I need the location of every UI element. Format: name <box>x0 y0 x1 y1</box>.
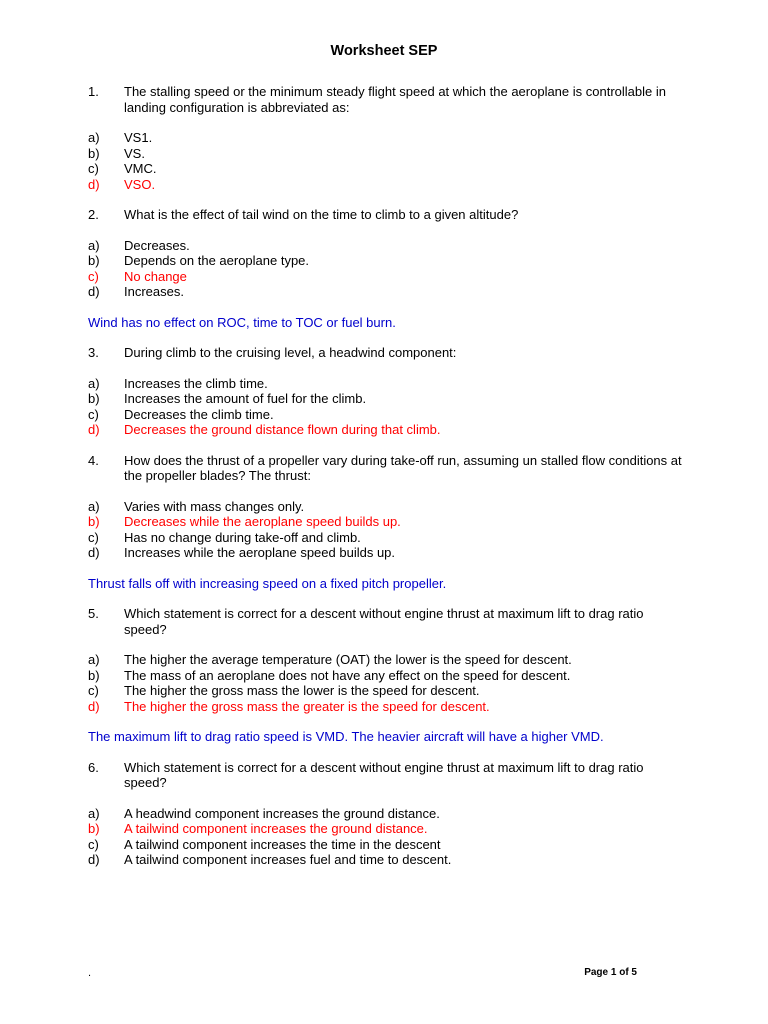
option-letter: a) <box>88 375 100 391</box>
option-text: Increases the climb time. <box>124 375 268 391</box>
option-letter: c) <box>88 529 99 545</box>
question-row <box>88 760 688 791</box>
question-text: Which statement is correct for a descent without engine thrust at maximum lift to drag ratio speed? <box>124 606 644 637</box>
explanation-note: Thrust falls off with increasing speed on a fixed pitch propeller. <box>88 575 447 591</box>
question-block <box>88 760 688 868</box>
answer-option <box>88 652 688 668</box>
answer-options <box>88 238 688 300</box>
option-text: VMC. <box>124 161 157 176</box>
answer-option <box>88 668 688 684</box>
question-text: The stalling speed or the minimum steady flight speed at which the aeroplane is controllable in landing configuration is abbreviated as: <box>124 84 666 115</box>
correct-answer-option <box>88 269 688 285</box>
option-text: A tailwind component increases the ground distance. <box>124 821 428 836</box>
option-letter: d) <box>88 422 100 437</box>
answer-option <box>88 238 688 254</box>
answer-option <box>88 806 688 822</box>
option-text: Decreases. <box>124 237 190 253</box>
answer-option <box>88 837 688 853</box>
option-letter: c) <box>88 161 99 176</box>
explanation-note: Wind has no effect on ROC, time to TOC or fuel burn. <box>88 314 396 330</box>
option-text: Increases. <box>124 284 184 299</box>
option-text: A headwind component increases the ground distance. <box>124 805 440 821</box>
answer-option <box>88 852 688 868</box>
question-text: During climb to the cruising level, a headwind component: <box>124 345 457 360</box>
page-number: Page 1 of 5 <box>584 967 637 978</box>
answer-option <box>88 130 688 146</box>
answer-option <box>88 284 688 300</box>
explanation-note: The maximum lift to drag ratio speed is VMD. The heavier aircraft will have a higher VMD. <box>88 729 604 744</box>
option-text: A tailwind component increases fuel and time to descent. <box>124 852 452 867</box>
option-letter: d) <box>88 545 100 560</box>
correct-answer-option <box>88 514 688 530</box>
answer-options <box>88 376 688 438</box>
option-text: The higher the gross mass the greater is the speed for descent. <box>124 698 490 714</box>
option-letter: d) <box>88 852 100 867</box>
option-letter: a) <box>88 498 100 514</box>
option-text: Decreases the climb time. <box>124 406 274 422</box>
question-row <box>88 207 688 223</box>
question-row <box>88 84 688 115</box>
answer-options <box>88 806 688 868</box>
question-row <box>88 606 688 637</box>
question-block <box>88 207 688 300</box>
question-block <box>88 453 688 561</box>
answer-option <box>88 146 688 162</box>
option-letter: b) <box>88 391 100 406</box>
answer-option <box>88 376 688 392</box>
option-text: No change <box>124 268 187 284</box>
question-number: 6. <box>88 759 99 775</box>
option-letter: a) <box>88 805 100 821</box>
question-text: How does the thrust of a propeller vary during take-off run, assuming un stalled flow conditions at the propeller blades? The thrust: <box>124 452 682 483</box>
option-letter: c) <box>88 683 99 698</box>
answer-options <box>88 499 688 561</box>
option-text: The higher the gross mass the lower is the speed for descent. <box>124 683 480 698</box>
question-number: 1. <box>88 84 99 99</box>
question-block <box>88 606 688 714</box>
answer-options <box>88 130 688 192</box>
answer-option <box>88 253 688 269</box>
question-number: 4. <box>88 452 99 468</box>
option-letter: c) <box>88 406 99 422</box>
question-row <box>88 453 688 484</box>
option-letter: a) <box>88 652 100 667</box>
question-number: 3. <box>88 345 99 360</box>
question-text: Which statement is correct for a descent without engine thrust at maximum lift to drag ratio speed? <box>124 759 644 790</box>
option-letter: b) <box>88 253 100 268</box>
question-text: What is the effect of tail wind on the time to climb to a given altitude? <box>124 207 519 222</box>
answer-option <box>88 499 688 515</box>
option-text: A tailwind component increases the time in the descent <box>124 836 441 852</box>
correct-answer-option <box>88 821 688 837</box>
answer-option <box>88 545 688 561</box>
option-letter: b) <box>88 821 100 836</box>
option-text: Decreases the ground distance flown during that climb. <box>124 422 441 437</box>
question-number: 2. <box>88 207 99 222</box>
option-text: The mass of an aeroplane does not have any effect on the speed for descent. <box>124 667 571 683</box>
answer-option <box>88 391 688 407</box>
option-text: VS. <box>124 145 145 161</box>
option-letter: d) <box>88 176 100 192</box>
option-letter: b) <box>88 514 100 529</box>
option-text: The higher the average temperature (OAT) the lower is the speed for descent. <box>124 652 572 667</box>
option-letter: c) <box>88 836 99 852</box>
correct-answer-option <box>88 177 688 193</box>
answer-options <box>88 652 688 714</box>
option-text: VS1. <box>124 130 153 145</box>
question-number: 5. <box>88 606 99 621</box>
option-text: Decreases while the aeroplane speed builds up. <box>124 514 401 529</box>
correct-answer-option <box>88 699 688 715</box>
page-title: Worksheet SEP <box>330 43 438 59</box>
option-letter: c) <box>88 268 99 284</box>
answer-option <box>88 407 688 423</box>
answer-option <box>88 161 688 177</box>
option-text: Depends on the aeroplane type. <box>124 253 310 268</box>
correct-answer-option <box>88 422 688 438</box>
option-letter: a) <box>88 237 100 253</box>
option-letter: b) <box>88 667 100 683</box>
option-letter: d) <box>88 284 100 299</box>
option-letter: b) <box>88 145 100 161</box>
option-text: Has no change during take-off and climb. <box>124 529 361 545</box>
answer-option <box>88 530 688 546</box>
footer-mark: . <box>88 967 92 979</box>
option-letter: a) <box>88 130 100 145</box>
answer-option <box>88 683 688 699</box>
question-block <box>88 345 688 438</box>
question-row <box>88 345 688 361</box>
option-letter: d) <box>88 698 100 714</box>
option-text: Increases while the aeroplane speed builds up. <box>124 545 396 560</box>
option-text: Varies with mass changes only. <box>124 498 305 514</box>
option-text: Increases the amount of fuel for the climb. <box>124 391 367 406</box>
question-block <box>88 84 688 192</box>
option-text: VSO. <box>124 176 156 192</box>
worksheet-content <box>88 84 688 883</box>
